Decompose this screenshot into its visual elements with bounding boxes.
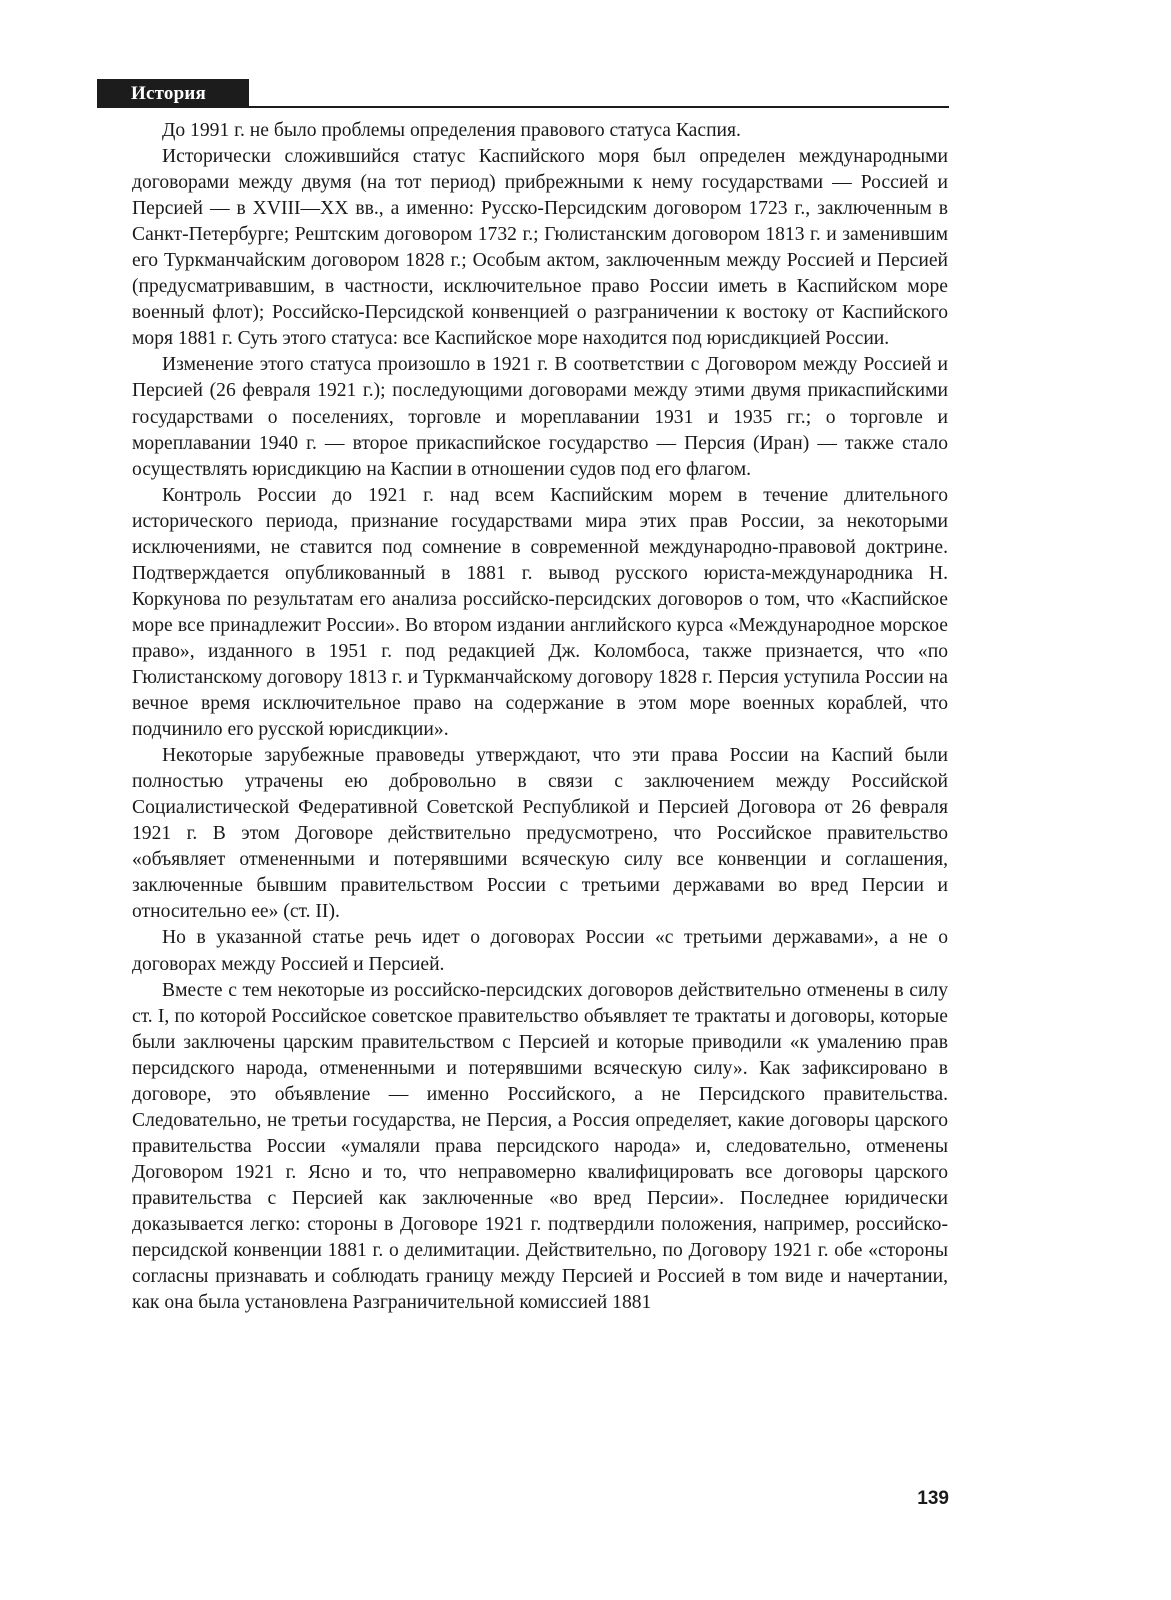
paragraph: Изменение этого статуса произошло в 1921 г. В соответствии с Договором между Россией и Персией (26 февраля 1921 г.); последующими договорами между этими двумя прикаспийскими государствами о поселениях, торговле и мореплавании 1931 и 1935 гг.; о торговле и мореплавании 1940 г. — второе прикаспийское государство — Персия (Иран) — также стало осуществлять юрисдикцию на Каспии в отношении судов под его флагом. xyxy=(132,354,948,480)
header-divider xyxy=(97,106,949,108)
page-number: 139 xyxy=(917,1488,949,1509)
paragraph: Исторически сложившийся статус Каспийского моря был определен международными договорами между двумя (на тот период) прибрежными к нему государствами — Россией и Персией — в XVIII—XX вв., а именно: Русско-Персидским договором 1723 г., заключенным в Санкт-Петербурге; Рештским договором 1732 г.; Гюлистанским договором 1813 г. и заменившим его Туркманчайским договором 1828 г.; Особым актом, заключенным между Россией и Персией (предусматривавшим, в частности, исключительное право России иметь в Каспийском море военный флот); Российско-Персидской конвенцией о разграничении к востоку от Каспийского моря 1881 г. Суть этого статуса: все Каспийское море находится под юрисдикцией России. xyxy=(132,146,948,350)
paragraph: До 1991 г. не было проблемы определения правового статуса Каспия. xyxy=(162,120,741,141)
section-title: История xyxy=(97,79,249,108)
paragraph: Но в указанной статье речь идет о договорах России «с третьими державами», а не о договорах между Россией и Персией. xyxy=(132,927,948,975)
paragraph: Некоторые зарубежные правоведы утверждают, что эти права России на Каспий были полностью утрачены ею добровольно в связи с заключением между Российской Социалистической Федеративной Советской Республикой и Персией Договора от 26 февраля 1921 г. В этом Договоре действительно предусмотрено, что Российское правительство «объявляет отмененными и потерявшими всяческую силу все конвенции и соглашения, заключенные бывшим правительством России с третьими державами во вред Персии и относительно ее» (ст. II). xyxy=(132,745,948,923)
running-header xyxy=(97,79,949,109)
paragraph: Контроль России до 1921 г. над всем Каспийским морем в течение длительного исторического периода, признание государствами мира этих прав России, за некоторыми исключениями, не ставится под сомнение в современной международно-правовой доктрине. Подтверждается опубликованный в 1881 г. вывод русского юриста-международника Н. Коркунова по результатам его анализа российско-персидских договоров о том, что «Каспийское море все принадлежит России». Во втором издании английского курса «Международное морское право», изданного в 1951 г. под редакцией Дж. Коломбоса, также признается, что «по Гюлистанскому договору 1813 г. и Туркманчайскому договору 1828 г. Персия уступила России на вечное время исключительное право на содержание в этом море военных кораблей, что подчинило его русской юрисдикции». xyxy=(132,484,948,741)
page-body xyxy=(132,118,948,1316)
paragraph: Вместе с тем некоторые из российско-персидских договоров действительно отменены в силу ст. I, по которой Российское советское правительство объявляет те трактаты и договоры, которые были заключены царским правительством с Персией и которые приводили «к умалению прав персидского народа, отмененными и потерявшими всяческую силу». Как зафиксировано в договоре, это объявление — именно Российского, а не Персидского правительства. Следовательно, не третьи государства, не Персия, а Россия определяет, какие договоры царского правительства России «умаляли права персидского народа» и, следовательно, отменены Договором 1921 г. Ясно и то, что неправомерно квалифицировать все договоры царского правительства с Персией как заключенные «во вред Персии». Последнее юридически доказывается легко: стороны в Договоре 1921 г. подтвердили положения, например, российско-персидской конвенции 1881 г. о делимитации. Действительно, по Договору 1921 г. обе «стороны согласны признавать и соблюдать границу между Персией и Россией в том виде и начертании, как она была установлена Разграничительной комиссией 1881 xyxy=(132,979,948,1314)
